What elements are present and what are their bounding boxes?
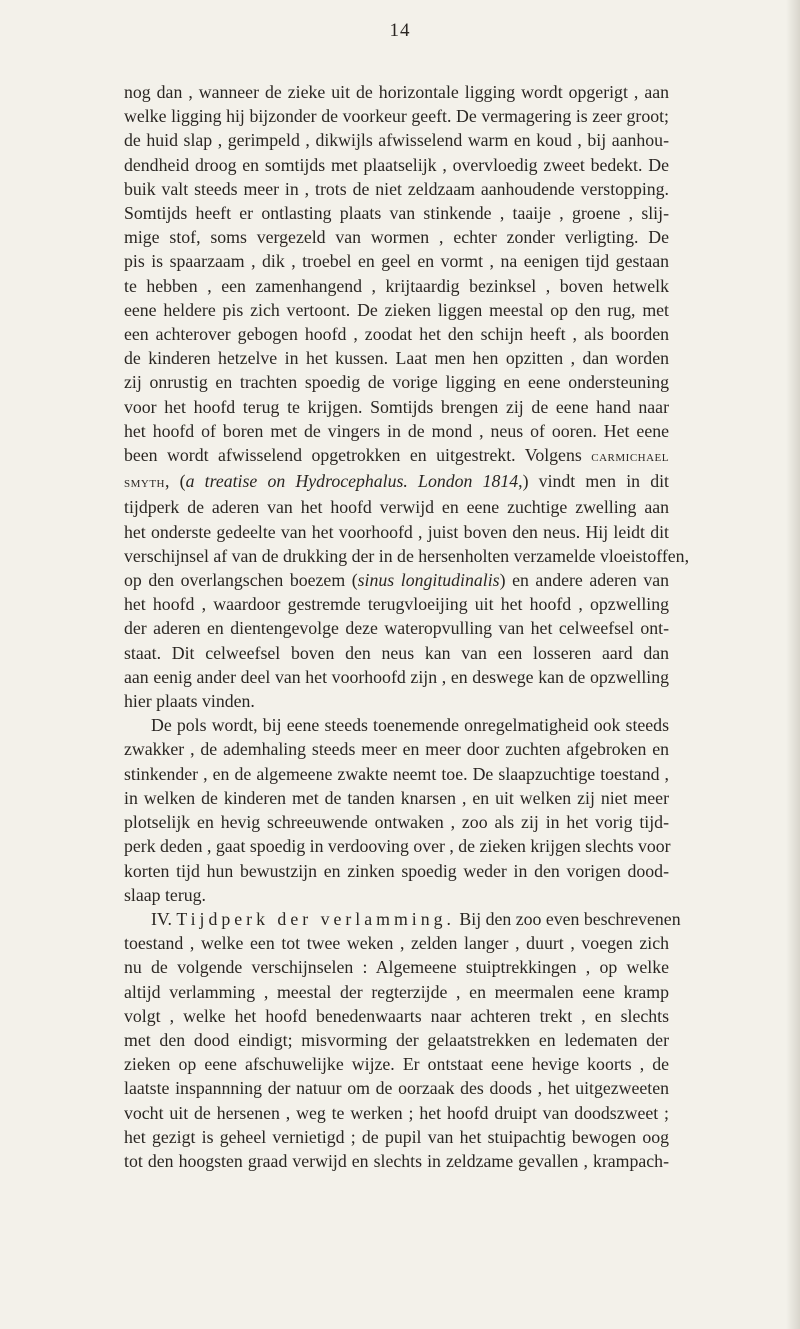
- text-line: mige stof, soms vergezeld van wormen , echter zonder verligting. De: [124, 227, 669, 248]
- text-line: stinkender , en de algemeene zwakte neemt toe. De slaapzuchtige toestand ,: [124, 763, 669, 784]
- body-text: [124, 80, 690, 1173]
- text-line: slaap terug.: [124, 884, 206, 905]
- text-line: eene heldere pis zich vertoont. De zieken liggen meestal op den rug, met: [124, 299, 669, 320]
- section-heading: Tijdperk der verlamming.: [176, 908, 455, 929]
- text-line: dendheid droog en somtijds met plaatselijk , overvloedig zweet bedekt. De: [124, 154, 669, 175]
- text-line: pis is spaarzaam , dik , troebel en geel en vormt , na eenigen tijd gestaan: [124, 251, 669, 272]
- text-line: altijd verlamming , meestal der regterzijde , en meermalen eene kramp: [124, 981, 669, 1002]
- text-line: voor het hoofd terug te krijgen. Somtijds brengen zij de eene hand naar: [124, 396, 669, 417]
- line-text: ) en andere aderen van: [499, 570, 669, 591]
- text-line: het hoofd , waardoor gestremde terugvloeijing uit het hoofd , opzwelling: [124, 594, 669, 615]
- text-line: zij onrustig en trachten spoedig de vorige ligging en eene ondersteuning: [124, 372, 669, 393]
- text-line: in welken de kinderen met de tanden knarsen , en uit welken zij niet meer: [124, 787, 669, 808]
- text-line: aan eenig ander deel van het voorhoofd zijn , en deswege kan de opzwelling: [124, 666, 669, 687]
- text-line: met den dood eindigt; misvorming der gelaatstrekken en ledematen der: [124, 1029, 669, 1050]
- text-line: buik valt steeds meer in , trots de niet zeldzaam aanhoudende verstopping.: [124, 178, 669, 199]
- line-text: Bij den zoo even beschrevenen: [459, 908, 681, 929]
- text-line: nu de volgende verschijnselen : Algemeene stuiptrekkingen , op welke: [124, 957, 669, 978]
- text-line: de kinderen hetzelve in het kussen. Laat men hen opzitten , dan worden: [124, 348, 669, 369]
- text-line: welke ligging hij bijzonder de voorkeur geeft. De vermagering is zeer groot;: [124, 106, 669, 127]
- text-line: zieken op eene afschuwelijke wijze. Er ontstaat eene hevige koorts , de: [124, 1054, 669, 1075]
- text-line: korten tijd hun bewustzijn en zinken spoedig weder in den vorigen dood-: [124, 860, 669, 881]
- text-line-volgens: [124, 443, 669, 469]
- citation-title: a treatise on Hydrocephalus. London 1814: [185, 471, 519, 492]
- text-line: verschijnsel af van de drukking der in de hersenholten verzamelde vloeistoffen,: [124, 545, 690, 566]
- text-line: te hebben , een zamenhangend , krijtaardig bezinksel , boven hetwelk: [124, 275, 669, 296]
- latin-term: sinus longitudinalis: [357, 570, 500, 591]
- citation-rest: ,) vindt men in dit: [518, 471, 669, 492]
- text-line-citation: [124, 469, 669, 495]
- text-line: nog dan , wanneer de zieke uit de horizontale ligging wordt opgerigt , aan: [124, 82, 669, 102]
- text-line: der aderen en dientengevolge deze wateropvulling van het celweefsel ont-: [124, 618, 669, 639]
- text-line: zwakker , de ademhaling steeds meer en meer door zuchten afgebroken en: [124, 739, 669, 760]
- section-heading-line: [124, 907, 681, 931]
- text-line: plotselijk en hevig schreeuwende ontwaken , zoo als zij in het vorig tijd-: [124, 812, 669, 833]
- text-line: een achterover gebogen hoofd , zoodat het den schijn heeft , als boorden: [124, 324, 669, 345]
- text-line: het onderste gedeelte van het voorhoofd , juist boven den neus. Hij leidt dit: [124, 521, 669, 542]
- text-line: de huid slap , gerimpeld , dikwijls afwisselend warm en koud , bij aanhou-: [124, 130, 669, 151]
- text-line: hier plaats vinden.: [124, 691, 255, 712]
- citation-lead: , (: [165, 471, 186, 492]
- page-edge: [786, 0, 800, 1329]
- page-number: 14: [389, 20, 411, 41]
- text-line: het gezigt is geheel vernietigd ; de pupil van het stuipachtig bewogen oog: [124, 1126, 669, 1147]
- text-line: het hoofd of boren met de vingers in de mond , neus of ooren. Het eene: [124, 420, 669, 441]
- line-text: op den overlangschen boezem (: [124, 570, 358, 591]
- line-text: been wordt afwisselend opgetrokken en uitgestrekt. Volgens: [124, 445, 582, 466]
- text-line: perk deden , gaat spoedig in verdooving over , de zieken krijgen slechts voor: [124, 836, 671, 857]
- text-line: staat. Dit celweefsel boven den neus kan van een losseren aard dan: [124, 642, 669, 663]
- text-line: Somtijds heeft er ontlasting plaats van stinkende , taaije , groene , slij-: [124, 203, 669, 224]
- text-line: laatste inspannning der natuur om de oorzaak des doods , het uitgezweeten: [124, 1078, 669, 1099]
- author-first-name: carmichael: [591, 448, 669, 466]
- text-line-sinus: [124, 568, 669, 592]
- text-line: vocht uit de hersenen , weg te werken ; het hoofd druipt van doodszweet ;: [124, 1102, 669, 1123]
- text-line: tijdperk de aderen van het hoofd verwijd en eene zuchtige zwelling aan: [124, 497, 669, 518]
- paragraph-start: De pols wordt, bij eene steeds toenemende onregelmatigheid ook steeds: [151, 715, 669, 736]
- text-line: volgt , welke het hoofd benedenwaarts naar achteren trekt , en slechts: [124, 1005, 669, 1026]
- text-line: toestand , welke een tot twee weken , zelden langer , duurt , voegen zich: [124, 933, 669, 954]
- text-line: tot den hoogsten graad verwijd en slechts in zeldzame gevallen , krampach-: [124, 1150, 669, 1171]
- section-numeral: IV.: [151, 908, 172, 929]
- author-last-name: smyth: [124, 474, 166, 492]
